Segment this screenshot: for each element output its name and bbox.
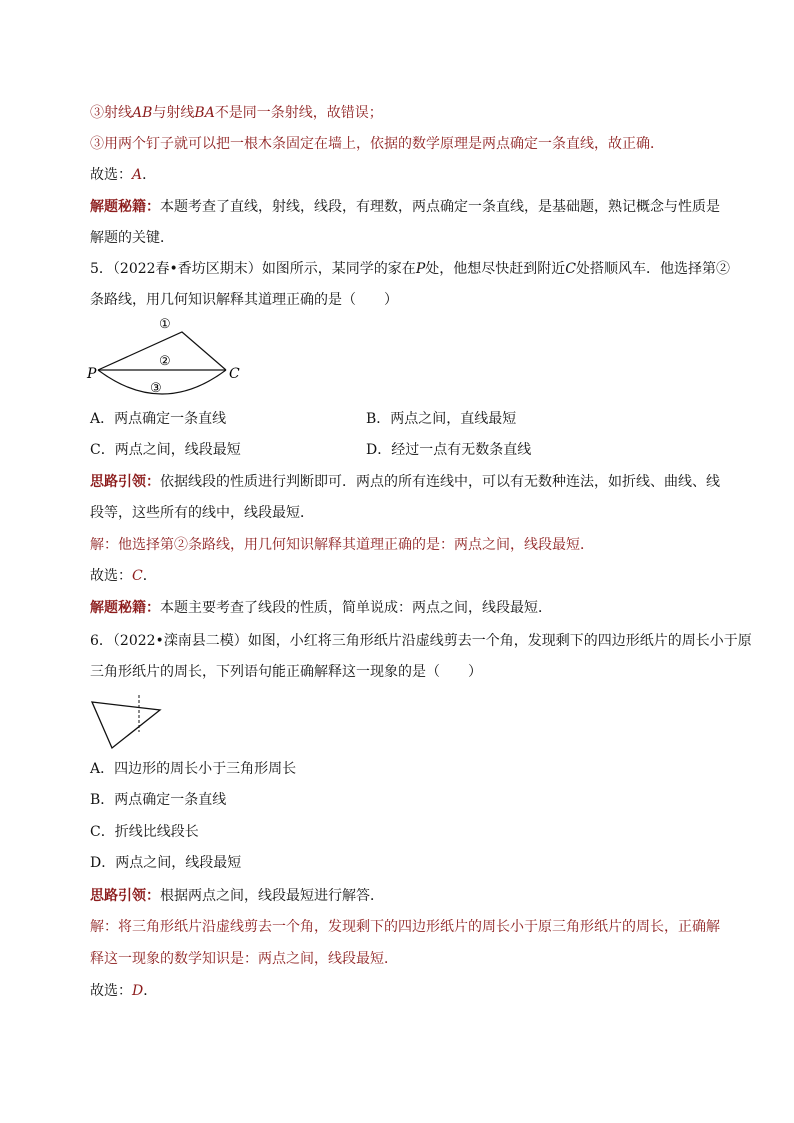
route-3-label: ③: [150, 381, 162, 396]
answer-suffix: ．: [142, 568, 157, 584]
secret-text: 本题主要考查了线段的性质，简单说成：两点之间，线段最短．: [160, 600, 552, 616]
hint-label: 思路引领：: [90, 888, 160, 904]
stem-text: 处搭顺风车．他选择第②: [575, 261, 730, 277]
option-b[interactable]: B．两点之间，直线最短: [366, 411, 517, 427]
stem-text: 如图所示，某同学的家在: [261, 261, 416, 277]
variable-c: C: [565, 261, 576, 277]
secret-text: 本题考查了直线，射线，线段，有理数，两点确定一条直线，是基础题，熟记概念与性质是: [160, 199, 720, 215]
option-d[interactable]: D．两点之间，线段最短: [90, 855, 242, 871]
hint-text: 依据线段的性质进行判断即可．两点的所有连线中，可以有无数种连法，如折线、曲线、线: [160, 474, 720, 490]
variable-p: P: [415, 261, 426, 277]
answer-prefix: 故选：: [90, 983, 132, 999]
hint-paragraph: [90, 887, 384, 905]
secret-label: 解题秘籍：: [90, 600, 160, 616]
answer-choice: C: [132, 568, 143, 584]
option-c[interactable]: C．两点之间，线段最短: [90, 442, 241, 458]
statement-3-nails: ③用两个钉子就可以把一根木条固定在墙上，依据的数学原理是两点确定一条直线，故正确．: [90, 136, 664, 152]
answer-line: [90, 166, 156, 184]
option-c[interactable]: C．折线比线段长: [90, 824, 199, 840]
route-2-label: ②: [159, 354, 171, 369]
question-6-stem-cont: 三角形纸片的周长，下列语句能正确解释这一现象的是（ ）: [90, 664, 482, 680]
answer-line: [90, 567, 157, 585]
variable-ba: BA: [194, 105, 215, 121]
route-figure: [84, 314, 254, 400]
statement-text: ③射线: [90, 105, 132, 121]
variable-ab: AB: [132, 105, 153, 121]
triangle-figure: [86, 692, 166, 754]
answer-line: [90, 982, 157, 1000]
triangle-paper: [92, 702, 160, 748]
secret-label: 解题秘籍：: [90, 199, 160, 215]
answer-prefix: 故选：: [90, 167, 132, 183]
question-number: 5．: [90, 261, 113, 277]
option-a[interactable]: A．四边形的周长小于三角形周长: [90, 761, 297, 777]
label-p: P: [87, 366, 97, 382]
route-3-curve: [98, 370, 226, 394]
option-a[interactable]: A．两点确定一条直线: [90, 411, 227, 427]
hint-text: 根据两点之间，线段最短进行解答．: [160, 888, 384, 904]
answer-choice: D: [132, 983, 144, 999]
stem-text: 处，他想尽快赶到附近: [425, 261, 566, 277]
secret-paragraph: [90, 198, 720, 216]
option-d[interactable]: D．经过一点有无数条直线: [366, 442, 532, 458]
hint-label: 思路引领：: [90, 474, 160, 490]
hint-paragraph-cont: 段等，这些所有的线中，线段最短．: [90, 505, 314, 521]
answer-prefix: 故选：: [90, 568, 132, 584]
question-5-stem-cont: 条路线，用几何知识解释其道理正确的是（ ）: [90, 292, 398, 308]
stem-text: 如图，小红将三角形纸片沿虚线剪去一个角，发现剩下的四边形纸片的周长小于原: [247, 633, 752, 649]
statement-3-ray: [90, 104, 383, 122]
question-source: （2022春•香坊区期末）: [112, 261, 262, 277]
answer-suffix: ．: [142, 167, 157, 183]
hint-paragraph: [90, 473, 720, 491]
label-c: C: [229, 366, 240, 382]
option-b[interactable]: B．两点确定一条直线: [90, 792, 227, 808]
secret-paragraph-cont: 解题的关键．: [90, 230, 174, 246]
solution-line-cont: 释这一现象的数学知识是：两点之间，线段最短．: [90, 951, 398, 967]
solution-line: 解：将三角形纸片沿虚线剪去一个角，发现剩下的四边形纸片的周长小于原三角形纸片的周长，正确解: [90, 919, 720, 935]
question-6-stem: [90, 632, 752, 650]
question-5-stem: [90, 260, 730, 278]
question-number: 6．: [90, 633, 113, 649]
route-1-label: ①: [159, 317, 171, 332]
question-source: （2022•滦南县二模）: [112, 633, 248, 649]
solution-line: 解：他选择第②条路线，用几何知识解释其道理正确的是：两点之间，线段最短．: [90, 537, 594, 553]
answer-choice: A: [132, 167, 143, 183]
secret-paragraph: [90, 599, 552, 617]
statement-text: 与射线: [152, 105, 195, 121]
statement-text: 不是同一条射线，故错误；: [214, 105, 383, 121]
answer-suffix: ．: [143, 983, 158, 999]
